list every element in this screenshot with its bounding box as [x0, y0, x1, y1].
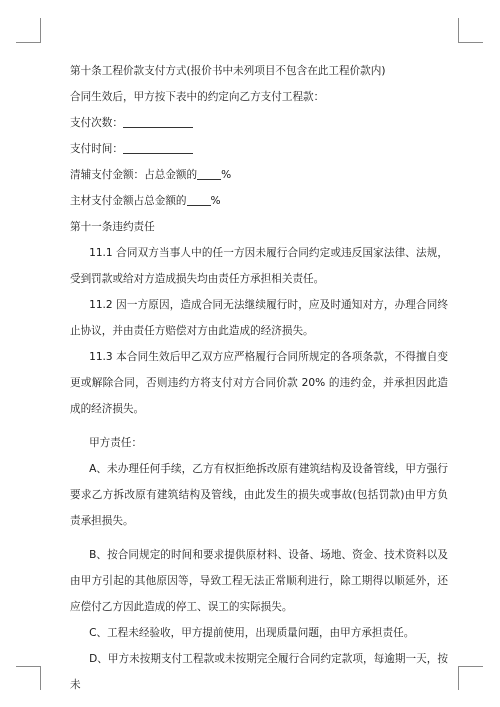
party-a-item-b: B、按合同规定的时间和要求提供原材料、设备、场地、资金、技术资料以及由甲方引起的其他原因等，导致工程无法正常顺利进行，除工期得以顺延外，还应偿付乙方因此造成的停工、误工的实际损失。	[70, 549, 448, 613]
aux-payment-line	[70, 162, 448, 188]
article-10-title: 第十条工程价款支付方式(报价书中未列项目不包含在此工程价款内)	[70, 65, 386, 77]
crop-mark-top-left	[16, 42, 41, 43]
crop-mark-top-left	[40, 18, 41, 42]
aux-payment-blank	[197, 179, 221, 180]
party-a-title: 甲方责任：	[89, 437, 143, 449]
payment-time-blank	[123, 153, 193, 154]
main-payment-label: 主材支付金额占总金额的	[70, 195, 187, 207]
payment-count-label: 支付次数：	[70, 117, 123, 129]
main-percent-sign: %	[210, 195, 221, 207]
crop-mark-top-right	[458, 42, 483, 43]
crop-mark-bottom-right	[458, 666, 459, 690]
main-payment-line	[70, 188, 448, 214]
payment-count-line	[70, 110, 448, 136]
clause-11-3: 11.3 本合同生效后甲乙双方应严格履行合同所规定的各项条款，不得擅自变更或解除合同，否则违约方将支付对方合同价款 20% 的违约金，并承担因此造成的经济损失。	[70, 351, 448, 415]
party-a-item-a: A、未办理任何手续，乙方有权拒绝拆改原有建筑结构及设备管线，甲方强行要求乙方拆改原有建筑结构及管线，由此发生的损失或事故(包括罚款)由甲方负责承担损失。	[70, 463, 448, 527]
clause-11-2: 11.2 因一方原因，造成合同无法继续履行时，应及时通知对方，办理合同终止协议，并由责任方赔偿对方由此造成的经济损失。	[70, 299, 448, 337]
crop-mark-bottom-left	[16, 666, 41, 667]
payment-time-label: 支付时间：	[70, 143, 123, 155]
aux-payment-label: 清辅支付金额：占总金额的	[70, 169, 198, 181]
document-body	[70, 58, 448, 698]
party-a-item-d: D、甲方未按期支付工程款或未按期完全履行合同约定款项，每逾期一天，按未	[70, 653, 448, 691]
crop-mark-bottom-right	[458, 666, 483, 667]
aux-percent-sign: %	[221, 169, 232, 181]
payment-time-line	[70, 136, 448, 162]
crop-mark-bottom-left	[40, 666, 41, 690]
crop-mark-top-right	[458, 18, 459, 42]
payment-count-blank	[123, 127, 193, 128]
main-payment-blank	[187, 205, 211, 206]
party-a-item-c: C、工程未经验收，甲方提前使用，出现质量问题，由甲方承担责任。	[89, 627, 415, 639]
article-10-intro: 合同生效后，甲方按下表中的约定向乙方支付工程款：	[70, 91, 325, 103]
article-11-title: 第十一条违约责任	[70, 221, 155, 233]
clause-11-1: 11.1 合同双方当事人中的任一方因未履行合同约定或违反国家法律、法规，受到罚款或给对方造成损失均由责任方承担相关责任。	[70, 247, 448, 285]
